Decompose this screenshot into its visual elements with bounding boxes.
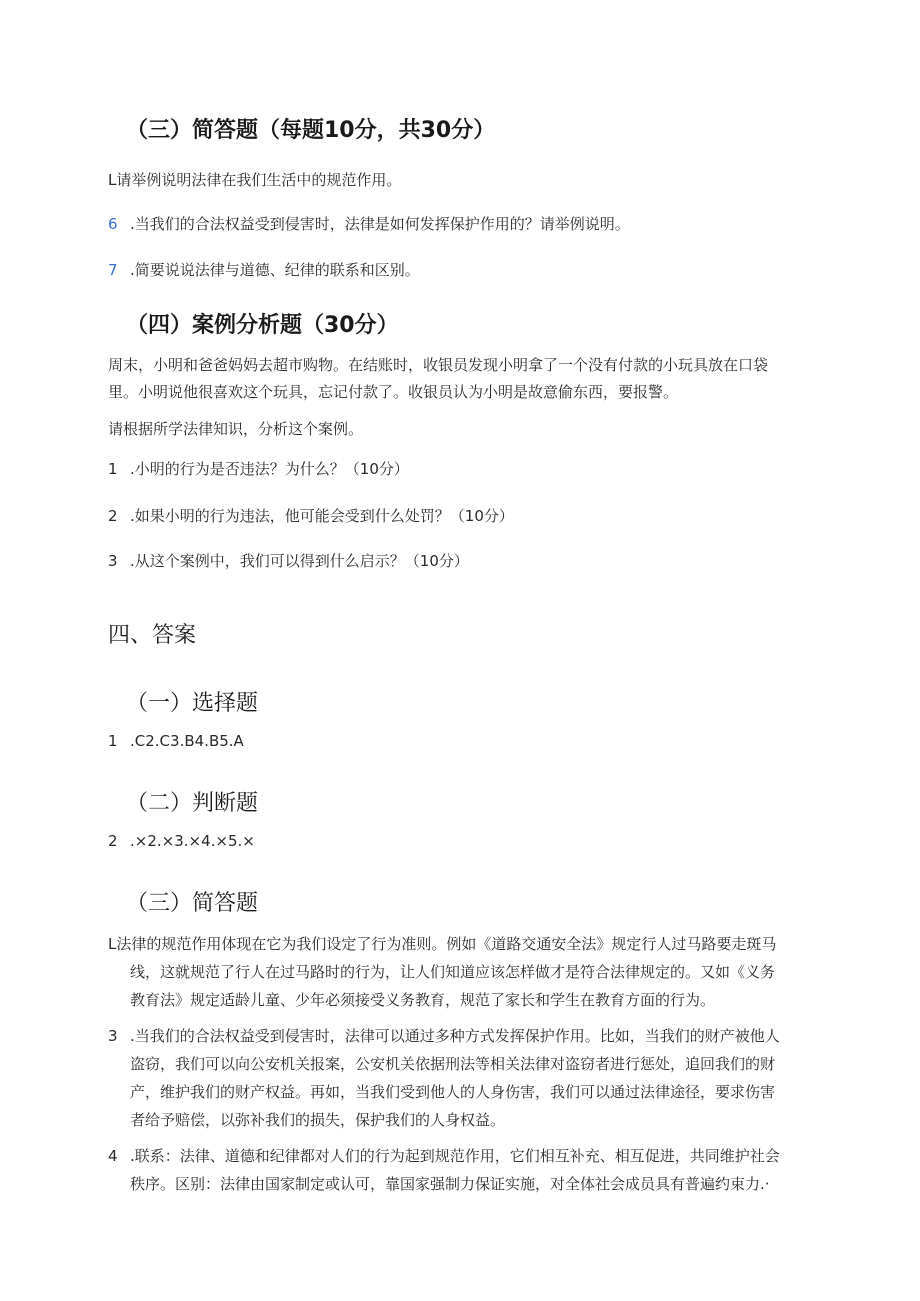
section-3-title: （三）简答题（每题10分，共30分） xyxy=(126,118,496,143)
answer-3-1-line-3: 教育法》规定适龄儿童、少年必须接受义务教育，规范了家长和学生在教育方面的行为。 xyxy=(130,991,716,1009)
answer-3-2-number: 3 xyxy=(108,1027,118,1045)
case-question-3-text: .从这个案例中，我们可以得到什么启示？（10分） xyxy=(130,552,469,570)
question-2 xyxy=(108,213,630,234)
answer-2-title: （二）判断题 xyxy=(126,791,259,816)
question-1: L请举例说明法律在我们生活中的规范作用。 xyxy=(108,171,402,189)
answer-3-2 xyxy=(108,1022,808,1134)
case-question-1-text: .小明的行为是否违法？为什么？（10分） xyxy=(130,460,409,478)
question-2-text: .当我们的合法权益受到侵害时，法律是如何发挥保护作用的？请举例说明。 xyxy=(130,215,630,233)
answer-3-2-line-1: .当我们的合法权益受到侵害时，法律可以通过多种方式发挥保护作用。比如，当我们的财产被他人 xyxy=(130,1027,780,1045)
answer-3-3-line-2: 秩序。区别：法律由国家制定或认可，靠国家强制力保证实施，对全体社会成员具有普遍约束力.· xyxy=(130,1175,770,1193)
answer-2-text: .×2.×3.×4.×5.× xyxy=(130,832,255,850)
answer-3-3 xyxy=(108,1142,808,1198)
case-line-2: 里。小明说他很喜欢这个玩具，忘记付款了。收银员认为小明是故意偷东西，要报警。 xyxy=(108,383,679,401)
case-question-2 xyxy=(108,505,514,526)
question-3-text: .简要说说法律与道德、纪律的联系和区别。 xyxy=(130,261,420,279)
answer-3-2-line-4: 者给予赔偿，以弥补我们的损失，保护我们的人身权益。 xyxy=(130,1111,506,1129)
answer-2-number: 2 xyxy=(108,832,118,850)
answer-3-2-line-3: 产，维护我们的财产权益。再如，当我们受到他人的人身伤害，我们可以通过法律途径，要求伤害 xyxy=(130,1083,776,1101)
answer-1-title: （一）选择题 xyxy=(126,691,259,716)
answer-3-3-line-1: .联系：法律、道德和纪律都对人们的行为起到规范作用，它们相互补充、相互促进，共同维护社会 xyxy=(130,1147,780,1165)
question-3-number: 7 xyxy=(108,261,118,279)
section-4-title: （四）案例分析题（30分） xyxy=(126,313,399,338)
answer-1-number: 1 xyxy=(108,732,118,750)
case-line-1: 周末，小明和爸爸妈妈去超市购物。在结账时，收银员发现小明拿了一个没有付款的小玩具放在口袋 xyxy=(108,356,769,374)
answer-3-3-number: 4 xyxy=(108,1147,118,1165)
answer-3-title: （三）简答题 xyxy=(126,891,259,916)
answer-3-1 xyxy=(108,930,808,1014)
answer-1-text: .C2.C3.B4.B5.A xyxy=(130,732,244,750)
case-question-3 xyxy=(108,550,469,571)
answer-3-2-line-2: 盗窃，我们可以向公安机关报案，公安机关依据刑法等相关法律对盗窃者进行惩处，追回我们的财 xyxy=(130,1055,776,1073)
answer-1 xyxy=(108,732,244,750)
case-question-2-text: .如果小明的行为违法，他可能会受到什么处罚？（10分） xyxy=(130,507,514,525)
answer-2 xyxy=(108,832,255,850)
case-question-1 xyxy=(108,458,409,479)
answer-3-1-line-2: 线，这就规范了行人在过马路时的行为，让人们知道应该怎样做才是符合法律规定的。又如《义务 xyxy=(130,963,776,981)
answers-title: 四、答案 xyxy=(108,623,197,648)
answer-3-1-line-1: L法律的规范作用体现在它为我们设定了行为准则。例如《道路交通安全法》规定行人过马路要走斑马 xyxy=(108,935,777,953)
question-3 xyxy=(108,259,420,280)
case-question-3-number: 3 xyxy=(108,552,118,570)
case-prompt: 请根据所学法律知识，分析这个案例。 xyxy=(108,420,364,438)
case-question-1-number: 1 xyxy=(108,460,118,478)
case-question-2-number: 2 xyxy=(108,507,118,525)
question-2-number: 6 xyxy=(108,215,118,233)
